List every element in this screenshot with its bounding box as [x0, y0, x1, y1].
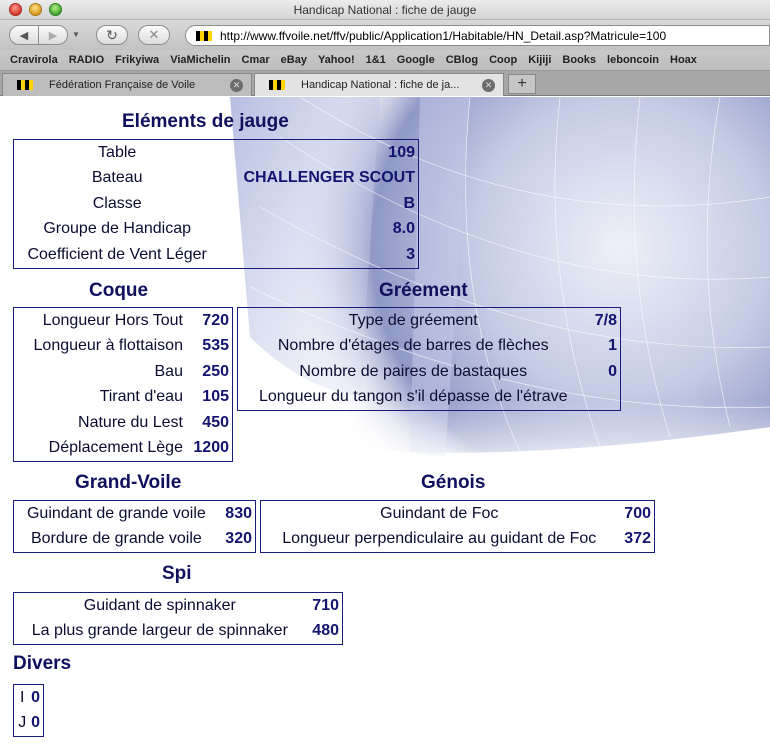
row-label: Table	[98, 143, 137, 161]
row-value: 535	[202, 337, 229, 355]
back-arrow-icon: ◀	[19, 29, 29, 42]
row-label: Longueur du tangon s'il dépasse de l'étrave	[258, 388, 568, 406]
row-label: Guidant de spinnaker	[83, 596, 236, 614]
row-value: 710	[312, 596, 339, 614]
row-value: 109	[388, 143, 415, 161]
table-row	[14, 711, 43, 737]
table-row	[261, 501, 654, 527]
grandvoile-table	[13, 500, 256, 553]
table-row	[238, 334, 620, 360]
table-row	[14, 593, 342, 619]
tab-handicap-national[interactable]	[254, 73, 504, 96]
bookmark-item[interactable]: CBlog	[445, 54, 479, 66]
window-title: Handicap National : fiche de jauge	[293, 3, 477, 17]
forward-arrow-icon: ▶	[48, 29, 58, 42]
tab-label: Handicap National : fiche de ja...	[301, 79, 460, 91]
row-value: 3	[406, 245, 415, 263]
section-title-genois: Génois	[421, 472, 486, 493]
bookmark-item[interactable]: Frikyiwa	[115, 54, 160, 66]
coque-table	[13, 307, 233, 462]
row-value: 1200	[193, 439, 229, 457]
reload-icon: ↻	[106, 26, 118, 43]
table-row	[14, 619, 342, 645]
row-value: 0	[608, 362, 617, 380]
row-value: 480	[312, 622, 339, 640]
tab-bar	[0, 71, 770, 96]
row-label: Tirant d'eau	[99, 388, 183, 406]
tab-close-icon[interactable]: ✕	[230, 79, 243, 92]
section-title-divers: Divers	[13, 653, 72, 674]
table-row	[14, 166, 418, 192]
row-label: Coefficient de Vent Léger	[27, 245, 207, 263]
row-value: 7/8	[594, 311, 617, 329]
row-value: 320	[225, 530, 252, 548]
table-row	[14, 501, 255, 527]
bookmark-item[interactable]: Yahoo!	[317, 54, 355, 66]
bookmark-item[interactable]: ViaMichelin	[170, 54, 231, 66]
row-label: La plus grande largeur de spinnaker	[31, 622, 288, 640]
row-value: 0	[31, 714, 40, 732]
table-row	[14, 334, 232, 360]
address-url: http://www.ffvoile.net/ffv/public/Application1/Habitable/HN_Detail.asp?Matricule=100	[220, 28, 667, 43]
browser-toolbar	[0, 20, 770, 50]
bookmark-item[interactable]: Google	[396, 54, 435, 66]
divers-table	[13, 684, 44, 737]
row-value: 372	[624, 530, 651, 548]
row-value: 8.0	[392, 220, 415, 238]
row-label: Longueur à flottaison	[33, 337, 183, 355]
tab-ffvoile[interactable]	[2, 73, 252, 96]
section-title-greement: Gréement	[379, 280, 468, 301]
table-row	[14, 308, 232, 334]
table-row	[14, 191, 418, 217]
row-label: Longueur perpendiculaire au guidant de Foc	[282, 530, 597, 548]
greement-table	[237, 307, 621, 411]
table-row	[14, 436, 232, 462]
row-value: 0	[31, 688, 40, 706]
row-label: Bordure de grande voile	[30, 530, 202, 548]
row-label: Classe	[92, 194, 142, 212]
history-dropdown-icon[interactable]: ▼	[72, 30, 80, 39]
row-label: Type de gréement	[348, 311, 478, 329]
table-row	[238, 359, 620, 385]
row-label: Nombre d'étages de barres de flèches	[277, 337, 549, 355]
row-value: 700	[624, 504, 651, 522]
table-row	[261, 527, 654, 553]
bookmark-item[interactable]: leboncoin	[607, 54, 659, 66]
bookmark-item[interactable]: Coop	[489, 54, 518, 66]
new-tab-button[interactable]: +	[508, 74, 536, 94]
spi-table	[13, 592, 343, 645]
tab-label: Fédération Française de Voile	[49, 79, 196, 91]
stop-button[interactable]	[138, 25, 170, 45]
bookmark-item[interactable]: 1&1	[365, 54, 386, 66]
bookmark-item[interactable]: Cmar	[241, 54, 270, 66]
table-row	[14, 385, 232, 411]
section-title-coque: Coque	[89, 280, 149, 301]
row-value: 450	[202, 413, 229, 431]
row-label: Nombre de paires de bastaques	[299, 362, 528, 380]
row-label: Bau	[154, 362, 183, 380]
row-label: Groupe de Handicap	[43, 220, 191, 238]
bookmark-item[interactable]: Books	[562, 54, 597, 66]
row-label: Nature du Lest	[78, 413, 183, 431]
stop-icon: ✕	[148, 27, 160, 42]
genois-table	[260, 500, 655, 553]
row-label: I	[20, 688, 25, 706]
tab-close-icon[interactable]: ✕	[482, 79, 495, 92]
row-label: Bateau	[91, 169, 143, 187]
bookmark-item[interactable]: RADIO	[68, 54, 105, 66]
site-favicon-icon	[196, 31, 212, 41]
table-row	[14, 527, 255, 553]
table-row	[14, 359, 232, 385]
address-bar[interactable]	[185, 25, 770, 46]
bookmarks-bar	[0, 50, 770, 71]
bookmark-item[interactable]: eBay	[280, 54, 307, 66]
row-value: 105	[202, 388, 229, 406]
back-button[interactable]	[9, 25, 39, 45]
row-value: 830	[225, 504, 252, 522]
table-row	[14, 217, 418, 243]
reload-button[interactable]	[96, 25, 128, 45]
tab-favicon-icon	[269, 80, 285, 90]
row-value: B	[403, 194, 415, 212]
bookmark-item[interactable]: Hoax	[670, 54, 697, 66]
elements-table	[13, 139, 419, 269]
row-label: Longueur Hors Tout	[42, 311, 183, 329]
page-content	[0, 97, 770, 751]
table-row	[14, 410, 232, 436]
table-row	[14, 140, 418, 166]
table-row	[14, 242, 418, 268]
tab-favicon-icon	[17, 80, 33, 90]
row-value	[589, 385, 620, 411]
row-value: CHALLENGER SCOUT	[243, 169, 415, 187]
forward-button[interactable]	[38, 25, 68, 45]
window-titlebar	[0, 0, 770, 20]
table-row	[238, 385, 620, 411]
table-row	[14, 685, 43, 711]
table-row	[238, 308, 620, 334]
bookmark-item[interactable]: Kijiji	[528, 54, 552, 66]
row-label: Guindant de Foc	[380, 504, 499, 522]
row-label: Déplacement Lège	[48, 439, 183, 457]
section-title-grandvoile: Grand-Voile	[75, 472, 182, 493]
row-label: Guindant de grande voile	[26, 504, 206, 522]
row-value: 250	[202, 362, 229, 380]
row-label: J	[18, 714, 27, 732]
section-title-elements: Eléments de jauge	[122, 111, 289, 132]
row-value: 720	[202, 311, 229, 329]
row-value: 1	[608, 337, 617, 355]
section-title-spi: Spi	[162, 563, 192, 584]
bookmark-item[interactable]: Cravirola	[10, 54, 58, 66]
